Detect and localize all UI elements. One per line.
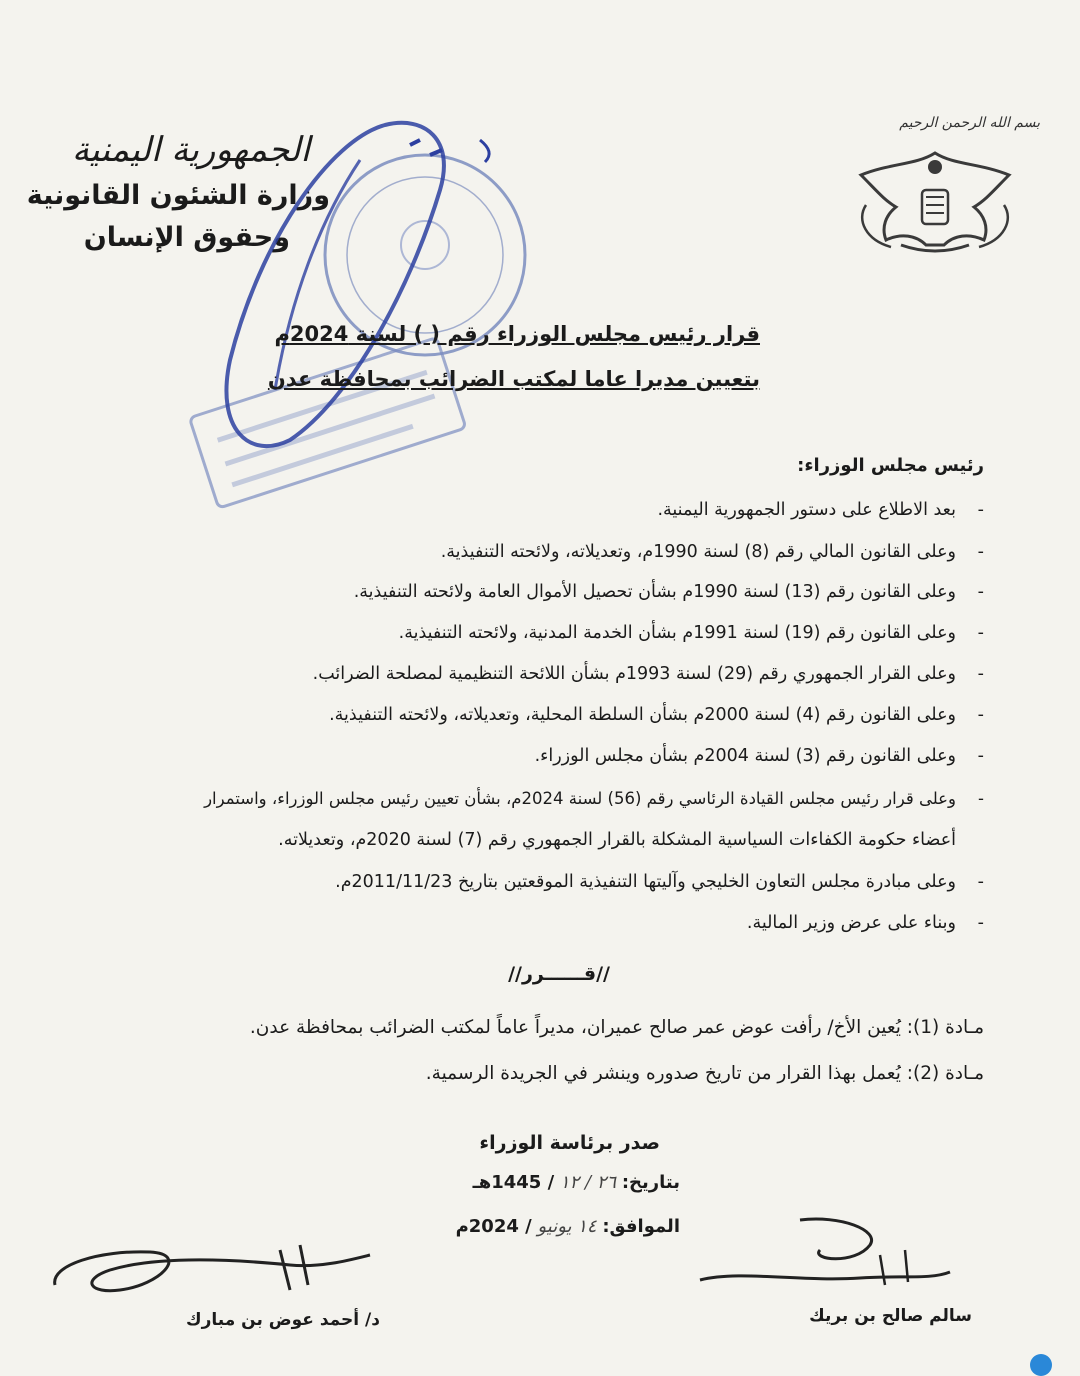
preamble-item: -وبناء على عرض وزير المالية. [746, 913, 984, 933]
corner-dot-icon [1030, 1354, 1052, 1376]
date-gregorian-label: الموافق: [602, 1216, 680, 1237]
preamble-item: -وعلى مبادرة مجلس التعاون الخليجي وآليتها التنفيذية الموقعتين بتاريخ 2011/11/23م. [335, 872, 984, 892]
preamble-intro: رئيس مجلس الوزراء: [797, 455, 984, 476]
preamble-item: -وعلى القانون رقم (13) لسنة 1990م بشأن تحصيل الأموال العامة ولائحته التنفيذية. [353, 582, 984, 602]
date-hijri [473, 1172, 680, 1193]
issued-by: صدر برئاسة الوزراء [479, 1132, 660, 1154]
preamble-item: -وعلى القانون المالي رقم (8) لسنة 1990م، وتعديلاته، ولائحته التنفيذية. [440, 542, 984, 562]
signatory-right: سالم صالح بن بريك [809, 1306, 972, 1326]
preamble-item: -وعلى القانون رقم (19) لسنة 1991م بشأن الخدمة المدنية، ولائحته التنفيذية. [398, 623, 984, 643]
signature-left-icon [40, 1230, 380, 1310]
ministry-name-line1: وزارة الشئون القانونية [26, 180, 330, 211]
basmala: بسم الله الرحمن الرحيم [899, 115, 1040, 131]
date-hijri-year: / 1445هـ [472, 1172, 555, 1193]
date-gregorian [456, 1216, 680, 1237]
preamble-item: -وعلى قرار رئيس مجلس القيادة الرئاسي رقم (56) لسنة 2024م، بشأن تعيين رئيس مجلس الوزراء، واستمرار [204, 789, 984, 808]
decree-title-line2: بتعيين مديرا عاما لمكتب الضرائب بمحافظة عدن [267, 367, 760, 391]
preamble-item: -وعلى القانون رقم (4) لسنة 2000م بشأن السلطة المحلية، وتعديلاته، ولائحته التنفيذية. [329, 705, 984, 725]
date-hijri-handwritten: ٢٦ / ١٢ [559, 1172, 617, 1193]
preamble-item: -وعلى القانون رقم (3) لسنة 2004م بشأن مجلس الوزراء. [534, 746, 984, 766]
date-gregorian-handwritten: ١٤ يونيو [537, 1216, 597, 1237]
republic-name: الجمهورية اليمنية [71, 130, 310, 170]
official-stamp-icon [180, 100, 560, 520]
signature-right-icon [680, 1210, 970, 1305]
preamble-item: -وعلى القرار الجمهوري رقم (29) لسنة 1993م بشأن اللائحة التنظيمية لمصلحة الضرائب. [312, 664, 984, 684]
eagle-emblem-icon [846, 145, 1024, 255]
decision-heading: //قــــــرر// [508, 963, 610, 985]
article-1: مـادة (1): يُعين الأخ/ رأفت عوض عمر صالح عميران، مديراً عاماً لمكتب الضرائب بمحافظة عدن. [249, 1017, 984, 1038]
signatory-left: د/ أحمد عوض بن مبارك [186, 1310, 380, 1330]
preamble-item: -بعد الاطلاع على دستور الجمهورية اليمنية. [657, 500, 984, 520]
ministry-name-line2: وحقوق الإنسان [83, 222, 290, 253]
date-hijri-label: بتاريخ: [621, 1172, 680, 1193]
date-gregorian-year: / 2024م [455, 1216, 532, 1237]
decree-title-line1: قرار رئيس مجلس الوزراء رقم ( ) لسنة 2024م [274, 322, 760, 346]
article-2: مـادة (2): يُعمل بهذا القرار من تاريخ صدوره وينشر في الجريدة الرسمية. [425, 1063, 984, 1084]
preamble-item-continuation: أعضاء حكومة الكفاءات السياسية المشكلة بالقرار الجمهوري رقم (7) لسنة 2020م، وتعديلاته. [278, 830, 956, 850]
